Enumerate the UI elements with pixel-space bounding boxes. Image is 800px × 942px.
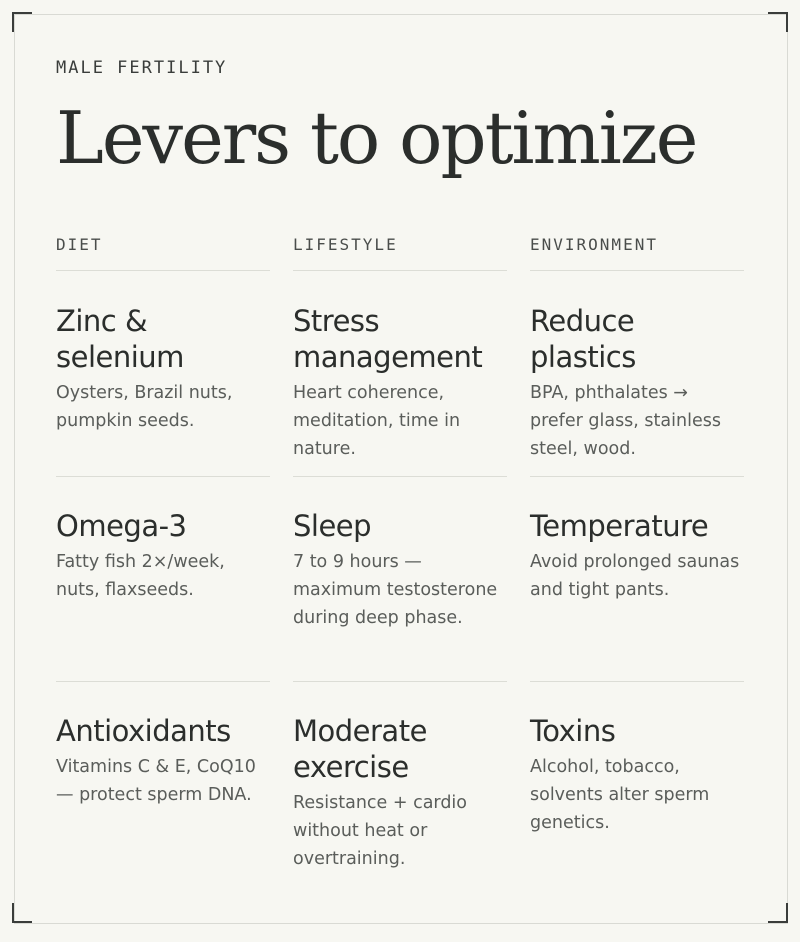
list-item	[56, 713, 270, 809]
corner-mark-bottom-right	[768, 903, 788, 923]
list-item	[530, 508, 744, 604]
divider	[293, 681, 507, 682]
item-title: Zinc & selenium	[56, 304, 184, 374]
item-description: Resistance + cardio without heat or overtraining.	[293, 793, 468, 869]
list-item	[56, 303, 270, 435]
list-item	[56, 508, 270, 604]
item-title: Omega-3	[56, 509, 187, 543]
list-item	[293, 508, 507, 632]
item-title: Temperature	[530, 509, 709, 543]
list-item	[293, 303, 507, 463]
item-title: Antioxidants	[56, 714, 231, 748]
column-heading: DIET	[56, 235, 270, 271]
eyebrow-label: MALE FERTILITY	[56, 58, 228, 78]
item-description: Alcohol, tobacco, solvents alter sperm genetics.	[530, 757, 710, 833]
item-description: BPA, phthalates → prefer glass, stainless steel, wood.	[530, 383, 721, 459]
column-heading: ENVIRONMENT	[530, 235, 744, 271]
item-description: Avoid prolonged saunas and tight pants.	[530, 552, 740, 600]
corner-mark-top-left	[12, 12, 32, 32]
item-title: Moderate exercise	[293, 714, 427, 784]
divider	[530, 681, 744, 682]
list-item	[293, 713, 507, 873]
item-title: Toxins	[530, 714, 616, 748]
column-diet	[56, 235, 270, 805]
item-description: Oysters, Brazil nuts, pumpkin seeds.	[56, 383, 233, 431]
divider	[56, 476, 270, 477]
column-environment	[530, 235, 744, 833]
page-title: Levers to optimize	[56, 96, 697, 180]
item-description: 7 to 9 hours — maximum testosterone during deep phase.	[293, 552, 498, 628]
item-title: Stress management	[293, 304, 483, 374]
column-heading: LIFESTYLE	[293, 235, 507, 271]
divider	[56, 681, 270, 682]
item-title: Reduce plastics	[530, 304, 636, 374]
list-item	[530, 713, 744, 837]
divider	[530, 476, 744, 477]
item-title: Sleep	[293, 509, 372, 543]
item-description: Fatty fish 2×/week, nuts, flaxseeds.	[56, 552, 225, 600]
divider	[293, 476, 507, 477]
corner-mark-top-right	[768, 12, 788, 32]
item-description: Vitamins C & E, CoQ10 — protect sperm DNA.	[56, 757, 256, 805]
column-lifestyle	[293, 235, 507, 869]
item-description: Heart coherence, meditation, time in nature.	[293, 383, 461, 459]
corner-mark-bottom-left	[12, 903, 32, 923]
list-item	[530, 303, 744, 463]
